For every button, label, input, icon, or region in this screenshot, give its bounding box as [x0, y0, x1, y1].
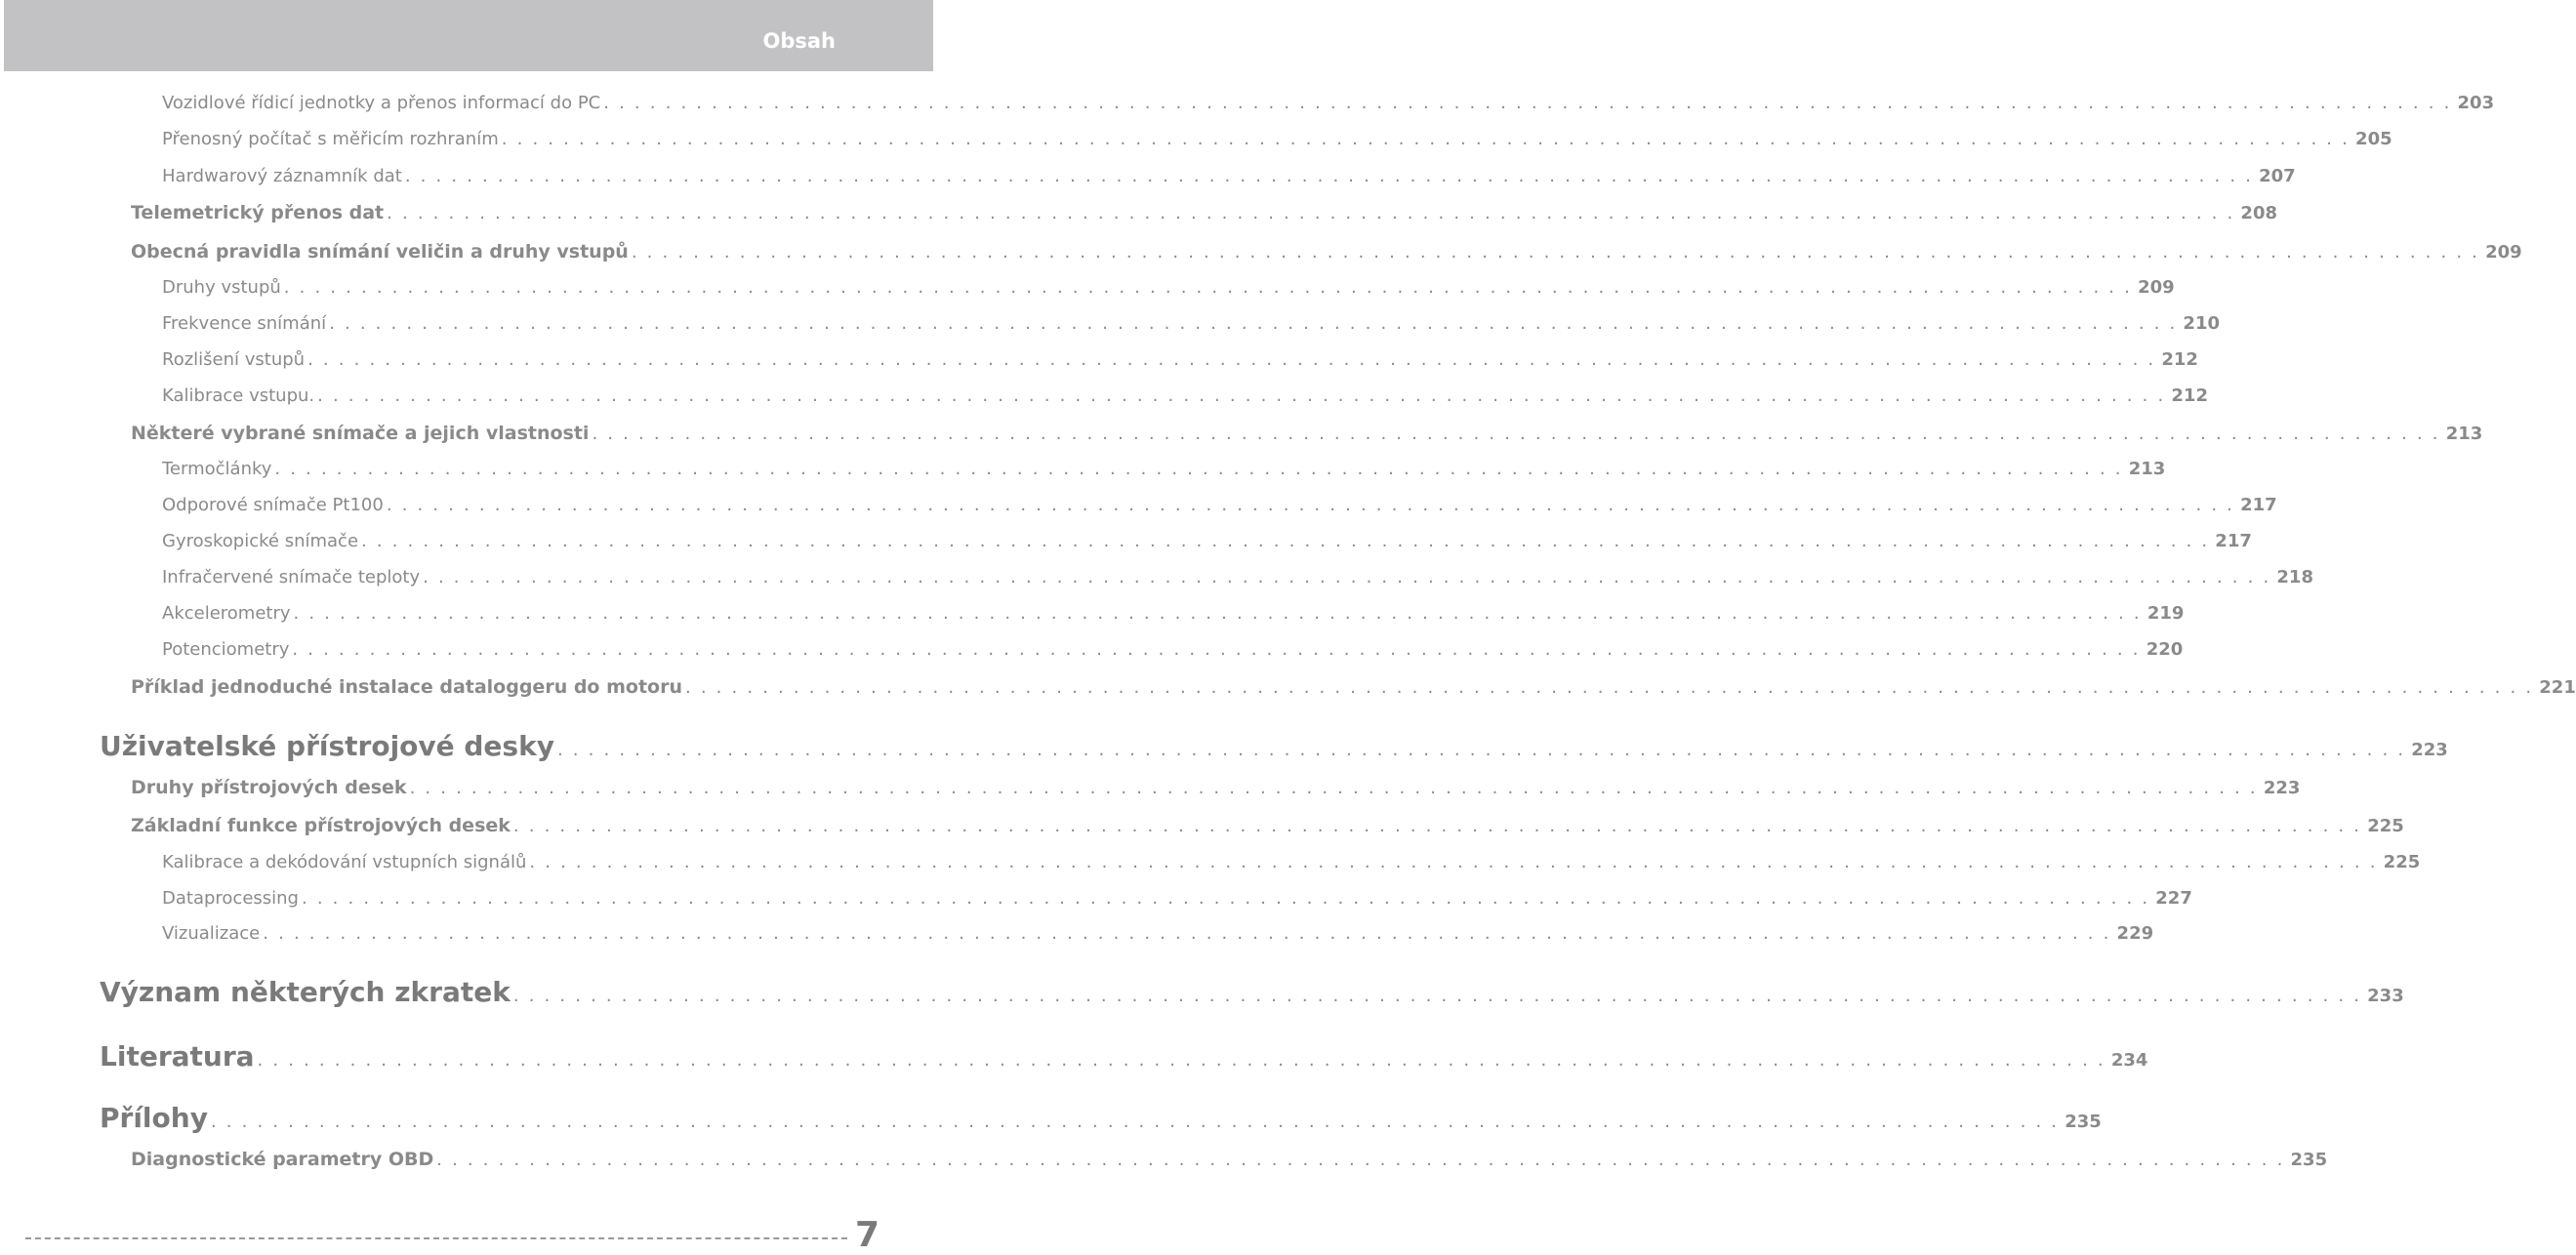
toc-entry-page: 235 [2290, 1150, 2328, 1170]
page-number: 7 [855, 1215, 880, 1255]
toc-entry-title: Uživatelské přístrojové desky [100, 730, 554, 762]
toc-entry-page: 225 [2367, 816, 2404, 836]
toc-entry-page: 220 [2146, 639, 2184, 660]
toc-leader-dots: . . . . . . . . . . . . . . . . . . . . . . . . . . . . . . . . . . . . . . . . . . . . . . . . . . . . . . . . . . . . . . . . . . . . . . . . . . . . . . . . . . . . . . . . . . . . . . . . . . . . . . . . . . . . . . . . . . . . . . . . [404, 166, 2254, 186]
toc-entry-title: Rozlišení vstupů [162, 349, 306, 370]
toc-entry-title: Telemetrický přenos dat [131, 202, 385, 223]
toc-entry-page: 209 [2485, 242, 2522, 263]
toc-leader-dots: . . . . . . . . . . . . . . . . . . . . . . . . . . . . . . . . . . . . . . . . . . . . . . . . . . . . . . . . . . . . . . . . . . . . . . . . . . . . . . . . . . . . . . . . . . . . . . . . . . . . . . . . . . . . . . . . . . . . . . . . [301, 888, 2150, 909]
toc-entry-title: Gyroskopické snímače [162, 531, 359, 551]
toc-entry-page: 213 [2128, 459, 2166, 479]
toc-entry-title: Infračervené snímače teploty [162, 567, 421, 587]
toc-entry[interactable] [162, 313, 2220, 334]
toc-leader-dots: . . . . . . . . . . . . . . . . . . . . . . . . . . . . . . . . . . . . . . . . . . . . . . . . . . . . . . . . . . . . . . . . . . . . . . . . . . . . . . . . . . . . . . . . . . . . . . . . . . . . . . . . . . . . . . . . . . . . . . . . [210, 1112, 2060, 1132]
toc-entry-page: 207 [2259, 166, 2296, 186]
toc-leader-dots: . . . . . . . . . . . . . . . . . . . . . . . . . . . . . . . . . . . . . . . . . . . . . . . . . . . . . . . . . . . . . . . . . . . . . . . . . . . . . . . . . . . . . . . . . . . . . . . . . . . . . . . . . . . . . . . . . . . . . . . . [317, 385, 2166, 406]
toc-entry-page: 225 [2383, 852, 2421, 872]
toc-leader-dots: . . . . . . . . . . . . . . . . . . . . . . . . . . . . . . . . . . . . . . . . . . . . . . . . . . . . . . . . . . . . . . . . . . . . . . . . . . . . . . . . . . . . . . . . . . . . . . . . . . . . . . . . . . . . . . . . . . . . . . . . [307, 349, 2156, 370]
toc-entry-page: 227 [2155, 888, 2192, 909]
toc-entry[interactable] [162, 93, 2495, 113]
toc-entry-page: 229 [2116, 923, 2154, 944]
toc-entry-title: Přílohy [100, 1102, 208, 1134]
toc-leader-dots: . . . . . . . . . . . . . . . . . . . . . . . . . . . . . . . . . . . . . . . . . . . . . . . . . . . . . . . . . . . . . . . . . . . . . . . . . . . . . . . . . . . . . . . . . . . . . . . . . . . . . . . . . . . . . . . . . . . . . . . . [257, 1050, 2106, 1071]
toc-leader-dots: . . . . . . . . . . . . . . . . . . . . . . . . . . . . . . . . . . . . . . . . . . . . . . . . . . . . . . . . . . . . . . . . . . . . . . . . . . . . . . . . . . . . . . . . . . . . . . . . . . . . . . . . . . . . . . . . . . . . . . . . [283, 277, 2133, 298]
toc-leader-dots: . . . . . . . . . . . . . . . . . . . . . . . . . . . . . . . . . . . . . . . . . . . . . . . . . . . . . . . . . . . . . . . . . . . . . . . . . . . . . . . . . . . . . . . . . . . . . . . . . . . . . . . . . . . . . . . . . . . . . . . . [603, 93, 2452, 113]
toc-entry[interactable] [162, 495, 2277, 515]
toc-leader-dots: . . . . . . . . . . . . . . . . . . . . . . . . . . . . . . . . . . . . . . . . . . . . . . . . . . . . . . . . . . . . . . . . . . . . . . . . . . . . . . . . . . . . . . . . . . . . . . . . . . . . . . . . . . . . . . . . . . . . . . . . [423, 567, 2271, 587]
toc-entry-title: Druhy přístrojových desek [131, 777, 407, 798]
toc-entry[interactable] [162, 923, 2154, 944]
toc-entry-page: 234 [2110, 1050, 2148, 1071]
header-bar [4, 0, 933, 71]
toc-entry[interactable] [162, 888, 2192, 909]
toc-entry-page: 203 [2457, 93, 2495, 113]
toc-leader-dots: . . . . . . . . . . . . . . . . . . . . . . . . . . . . . . . . . . . . . . . . . . . . . . . . . . . . . . . . . . . . . . . . . . . . . . . . . . . . . . . . . . . . . . . . . . . . . . . . . . . . . . . . . . . . . . . . . . . . . . . . [409, 778, 2258, 798]
toc-entry[interactable] [162, 129, 2392, 149]
toc-entry-title: Dataprocessing [162, 888, 299, 909]
toc-entry-page: 218 [2276, 567, 2313, 587]
toc-entry-page: 217 [2215, 531, 2252, 551]
toc-entry[interactable] [162, 349, 2198, 370]
page-title: Obsah [762, 29, 836, 53]
toc-leader-dots: . . . . . . . . . . . . . . . . . . . . . . . . . . . . . . . . . . . . . . . . . . . . . . . . . . . . . . . . . . . . . . . . . . . . . . . . . . . . . . . . . . . . . . . . . . . . . . . . . . . . . . . . . . . . . . . . . . . . . . . . [501, 129, 2351, 149]
footer-dashed-divider [25, 1237, 847, 1239]
toc-leader-dots: . . . . . . . . . . . . . . . . . . . . . . . . . . . . . . . . . . . . . . . . . . . . . . . . . . . . . . . . . . . . . . . . . . . . . . . . . . . . . . . . . . . . . . . . . . . . . . . . . . . . . . . . . . . . . . . . . . . . . . . . [684, 677, 2534, 698]
toc-entry-title: Akcelerometry [162, 603, 291, 624]
toc-entry-page: 221 [2539, 677, 2576, 698]
toc-entry[interactable] [131, 777, 2301, 798]
toc-leader-dots: . . . . . . . . . . . . . . . . . . . . . . . . . . . . . . . . . . . . . . . . . . . . . . . . . . . . . . . . . . . . . . . . . . . . . . . . . . . . . . . . . . . . . . . . . . . . . . . . . . . . . . . . . . . . . . . . . . . . . . . . [512, 986, 2362, 1006]
toc-leader-dots: . . . . . . . . . . . . . . . . . . . . . . . . . . . . . . . . . . . . . . . . . . . . . . . . . . . . . . . . . . . . . . . . . . . . . . . . . . . . . . . . . . . . . . . . . . . . . . . . . . . . . . . . . . . . . . . . . . . . . . . . [274, 459, 2123, 479]
toc-entry-page: 212 [2161, 349, 2198, 370]
toc-entry[interactable] [131, 1149, 2328, 1170]
toc-entry[interactable] [131, 676, 2576, 698]
toc-leader-dots: . . . . . . . . . . . . . . . . . . . . . . . . . . . . . . . . . . . . . . . . . . . . . . . . . . . . . . . . . . . . . . . . . . . . . . . . . . . . . . . . . . . . . . . . . . . . . . . . . . . . . . . . . . . . . . . . . . . . . . . . [292, 639, 2141, 660]
toc-entry-title: Vozidlové řídicí jednotky a přenos informací do PC [162, 93, 601, 113]
toc-entry-title: Význam některých zkratek [100, 976, 511, 1008]
toc-entry-page: 210 [2183, 313, 2220, 334]
toc-leader-dots: . . . . . . . . . . . . . . . . . . . . . . . . . . . . . . . . . . . . . . . . . . . . . . . . . . . . . . . . . . . . . . . . . . . . . . . . . . . . . . . . . . . . . . . . . . . . . . . . . . . . . . . . . . . . . . . . . . . . . . . . [387, 203, 2235, 223]
toc-leader-dots: . . . . . . . . . . . . . . . . . . . . . . . . . . . . . . . . . . . . . . . . . . . . . . . . . . . . . . . . . . . . . . . . . . . . . . . . . . . . . . . . . . . . . . . . . . . . . . . . . . . . . . . . . . . . . . . . . . . . . . . . [436, 1150, 2285, 1170]
toc-entry-title: Kalibrace a dekódování vstupních signálů [162, 852, 527, 872]
toc-entry[interactable] [162, 639, 2184, 660]
toc-entry-page: 233 [2367, 986, 2404, 1006]
toc-entry-title: Přenosný počítač s měřicím rozhraním [162, 129, 499, 149]
toc-entry-page: 212 [2171, 385, 2208, 406]
toc-entry-page: 217 [2240, 495, 2277, 515]
toc-entry[interactable] [100, 1102, 2102, 1134]
toc-entry-title: Odporové snímače Pt100 [162, 495, 384, 515]
toc-leader-dots: . . . . . . . . . . . . . . . . . . . . . . . . . . . . . . . . . . . . . . . . . . . . . . . . . . . . . . . . . . . . . . . . . . . . . . . . . . . . . . . . . . . . . . . . . . . . . . . . . . . . . . . . . . . . . . . . . . . . . . . . [512, 816, 2362, 836]
toc-leader-dots: . . . . . . . . . . . . . . . . . . . . . . . . . . . . . . . . . . . . . . . . . . . . . . . . . . . . . . . . . . . . . . . . . . . . . . . . . . . . . . . . . . . . . . . . . . . . . . . . . . . . . . . . . . . . . . . . . . . . . . . . [293, 603, 2142, 624]
toc-entry-page: 235 [2065, 1112, 2102, 1132]
toc-entry[interactable] [100, 1040, 2148, 1073]
toc-leader-dots: . . . . . . . . . . . . . . . . . . . . . . . . . . . . . . . . . . . . . . . . . . . . . . . . . . . . . . . . . . . . . . . . . . . . . . . . . . . . . . . . . . . . . . . . . . . . . . . . . . . . . . . . . . . . . . . . . . . . . . . . [329, 313, 2178, 334]
toc-leader-dots: . . . . . . . . . . . . . . . . . . . . . . . . . . . . . . . . . . . . . . . . . . . . . . . . . . . . . . . . . . . . . . . . . . . . . . . . . . . . . . . . . . . . . . . . . . . . . . . . . . . . . . . . . . . . . . . . . . . . . . . . [556, 740, 2406, 760]
toc-entry[interactable] [131, 423, 2483, 444]
toc-leader-dots: . . . . . . . . . . . . . . . . . . . . . . . . . . . . . . . . . . . . . . . . . . . . . . . . . . . . . . . . . . . . . . . . . . . . . . . . . . . . . . . . . . . . . . . . . . . . . . . . . . . . . . . . . . . . . . . . . . . . . . . . [592, 424, 2440, 444]
toc-entry[interactable] [162, 385, 2208, 406]
toc-entry-page: 213 [2445, 424, 2483, 444]
toc-leader-dots: . . . . . . . . . . . . . . . . . . . . . . . . . . . . . . . . . . . . . . . . . . . . . . . . . . . . . . . . . . . . . . . . . . . . . . . . . . . . . . . . . . . . . . . . . . . . . . . . . . . . . . . . . . . . . . . . . . . . . . . . [361, 531, 2210, 551]
toc-entry[interactable] [162, 166, 2296, 186]
toc-entry-page: 205 [2355, 129, 2392, 149]
toc-entry-title: Druhy vstupů [162, 277, 281, 298]
toc-leader-dots: . . . . . . . . . . . . . . . . . . . . . . . . . . . . . . . . . . . . . . . . . . . . . . . . . . . . . . . . . . . . . . . . . . . . . . . . . . . . . . . . . . . . . . . . . . . . . . . . . . . . . . . . . . . . . . . . . . . . . . . . [631, 242, 2480, 263]
toc-entry[interactable] [162, 531, 2252, 551]
toc-entry-title: Hardwarový záznamník dat [162, 166, 402, 186]
toc-entry[interactable] [162, 603, 2185, 624]
toc-entry-page: 223 [2411, 740, 2448, 760]
toc-entry[interactable] [131, 241, 2522, 263]
toc-entry-page: 208 [2240, 203, 2277, 223]
toc-entry-title: Kalibrace vstupu. [162, 385, 315, 406]
toc-entry-title: Obecná pravidla snímání veličin a druhy vstupů [131, 241, 629, 263]
toc-entry[interactable] [131, 202, 2277, 223]
toc-entry-title: Některé vybrané snímače a jejich vlastnosti [131, 423, 590, 444]
toc-entry-page: 219 [2147, 603, 2185, 624]
toc-entry[interactable] [100, 976, 2404, 1008]
toc-leader-dots: . . . . . . . . . . . . . . . . . . . . . . . . . . . . . . . . . . . . . . . . . . . . . . . . . . . . . . . . . . . . . . . . . . . . . . . . . . . . . . . . . . . . . . . . . . . . . . . . . . . . . . . . . . . . . . . . . . . . . . . . [529, 852, 2378, 872]
toc-entry[interactable] [162, 277, 2175, 298]
toc-entry-title: Vizualizace [162, 923, 261, 944]
toc-entry-title: Frekvence snímání [162, 313, 327, 334]
toc-entry-title: Základní funkce přístrojových desek [131, 815, 511, 836]
toc-entry[interactable] [162, 567, 2313, 587]
toc-entry[interactable] [100, 730, 2448, 762]
toc-entry-title: Termočlánky [162, 459, 272, 479]
toc-entry[interactable] [131, 815, 2404, 836]
toc-entry[interactable] [162, 852, 2421, 872]
toc-entry-page: 223 [2263, 778, 2301, 798]
toc-entry[interactable] [162, 459, 2166, 479]
toc-leader-dots: . . . . . . . . . . . . . . . . . . . . . . . . . . . . . . . . . . . . . . . . . . . . . . . . . . . . . . . . . . . . . . . . . . . . . . . . . . . . . . . . . . . . . . . . . . . . . . . . . . . . . . . . . . . . . . . . . . . . . . . . [263, 923, 2111, 944]
toc-entry-title: Příklad jednoduché instalace dataloggeru do motoru [131, 676, 682, 698]
toc-entry-title: Diagnostické parametry OBD [131, 1149, 434, 1170]
toc-entry-page: 209 [2138, 277, 2175, 298]
toc-entry-title: Literatura [100, 1040, 255, 1073]
toc-entry-title: Potenciometry [162, 639, 290, 660]
toc-leader-dots: . . . . . . . . . . . . . . . . . . . . . . . . . . . . . . . . . . . . . . . . . . . . . . . . . . . . . . . . . . . . . . . . . . . . . . . . . . . . . . . . . . . . . . . . . . . . . . . . . . . . . . . . . . . . . . . . . . . . . . . . [386, 495, 2235, 515]
